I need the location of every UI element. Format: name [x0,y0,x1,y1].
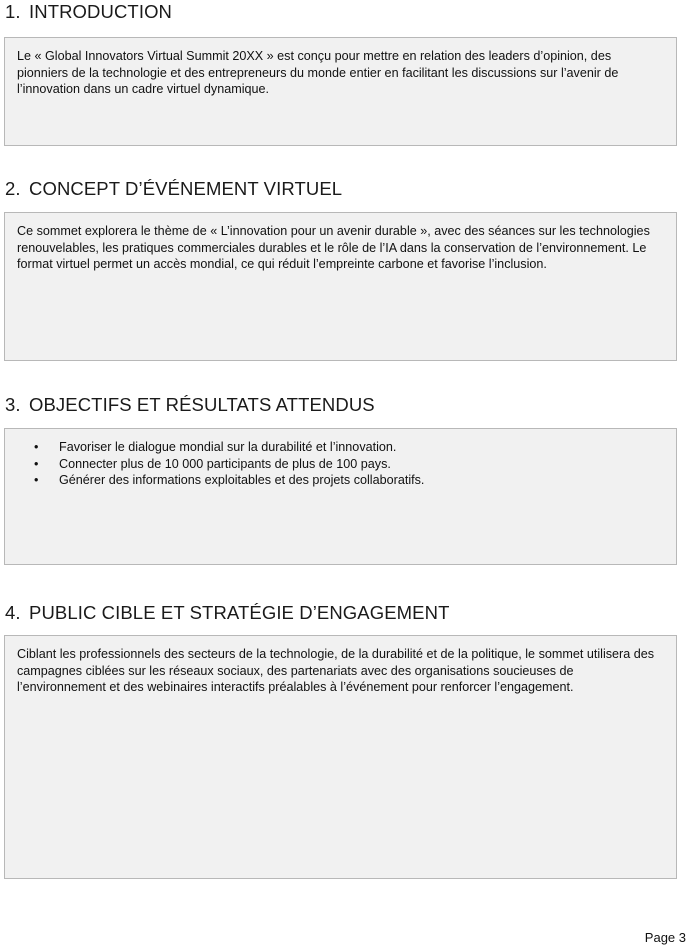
bullet-icon: • [34,473,39,487]
section-content-box [4,37,677,146]
section-number: 1. [5,1,21,22]
section-text: Ce sommet explorera le thème de « L’innovation pour un avenir durable », avec des séances sur les technologies renouvelables, les pratiques commerciales durables et le rôle de l’IA dans la conservation de l’environnement. Le format virtuel permet un accès mondial, ce qui réduit l’empreinte carbone et favorise l’inclusion. [17,224,650,271]
section-title: OBJECTIFS ET RÉSULTATS ATTENDUS [29,394,375,415]
section-content-box [4,428,677,565]
list-item-text: Connecter plus de 10 000 participants de plus de 100 pays. [59,456,391,471]
objectives-list [17,439,663,489]
list-item [17,439,663,456]
section-content-box [4,635,677,879]
section-content-box [4,212,677,361]
section-heading [5,602,449,624]
section-title: CONCEPT D’ÉVÉNEMENT VIRTUEL [29,178,343,199]
section-text: Le « Global Innovators Virtual Summit 20XX » est conçu pour mettre en relation des leaders d’opinion, des pionniers de la technologie et des entrepreneurs du monde entier en facilitant les discussions sur l’avenir de l’innovation dans un cadre virtuel dynamique. [17,49,619,96]
section-heading [5,178,342,200]
list-item [17,456,663,473]
list-item-text: Générer des informations exploitables et des projets collaboratifs. [59,473,425,487]
section-heading [5,1,172,23]
section-heading [5,394,375,416]
page-number: Page 3 [644,930,686,945]
section-title: PUBLIC CIBLE ET STRATÉGIE D’ENGAGEMENT [29,602,450,623]
list-item [17,472,663,489]
section-number: 2. [5,178,21,199]
section-number: 4. [5,602,21,623]
section-text: Ciblant les professionnels des secteurs de la technologie, de la durabilité et de la politique, le sommet utilisera des campagnes ciblées sur les réseaux sociaux, des partenariats avec des organisations soucieuses de l’environnement et des webinaires interactifs préalables à l’événement pour renforcer l’engagement. [17,647,655,694]
section-number: 3. [5,394,21,415]
section-title: INTRODUCTION [29,1,173,22]
list-item-text: Favoriser le dialogue mondial sur la durabilité et l’innovation. [59,440,397,454]
bullet-icon: • [34,440,39,454]
bullet-icon: • [34,456,39,471]
